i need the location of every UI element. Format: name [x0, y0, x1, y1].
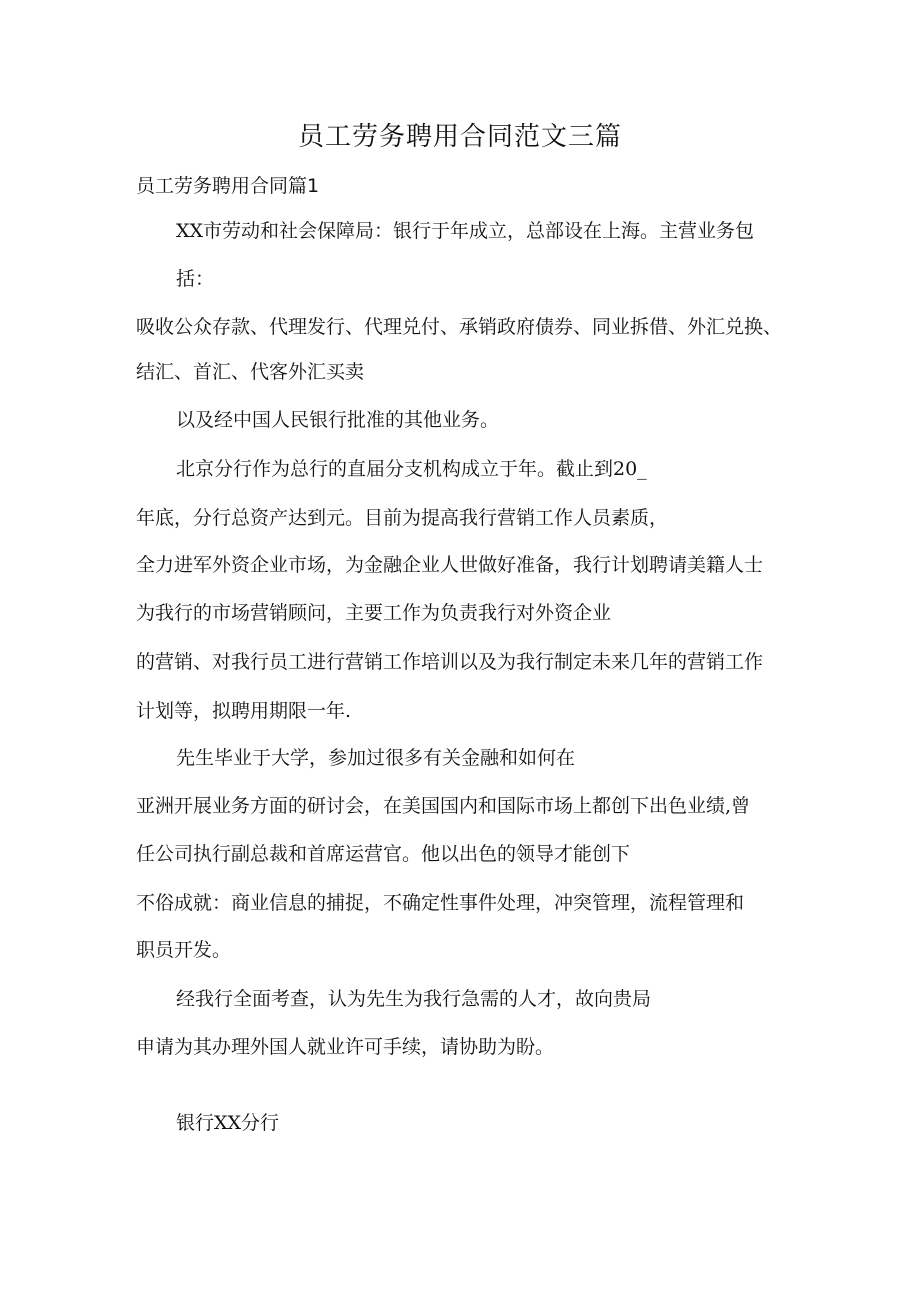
section-heading: 员工劳务聘用合同篇1 — [136, 175, 320, 197]
paragraph-line: 全力进军外资企业市场，为金融企业人世做好准备，我行计划聘请美籍人士 — [136, 554, 764, 576]
paragraph-line: 北京分行作为总行的直届分支机构成立于年。截止到20_ — [176, 458, 647, 480]
paragraph-line: 以及经中国人民银行批准的其他业务。 — [176, 409, 500, 431]
paragraph-line: XX市劳动和社会保障局：银行于年成立，总部设在上海。主营业务包 — [176, 220, 755, 242]
paragraph-line: 不俗成就：商业信息的捕捉，不确定性事件处理，冲突管理，流程管理和 — [136, 892, 745, 914]
signature-line: 银行XX分行 — [176, 1112, 280, 1134]
paragraph-line: 的营销、对我行员工进行营销工作培训以及为我行制定未来几年的营销工作 — [136, 651, 764, 673]
paragraph-line: 先生毕业于大学，参加过很多有关金融和如何在 — [176, 747, 576, 769]
paragraph-line: 为我行的市场营销顾问，主要工作为负责我行对外资企业 — [136, 602, 612, 624]
paragraph-line: 职员开发。 — [136, 939, 232, 961]
paragraph-line: 申请为其办理外国人就业许可手续，请协助为盼。 — [136, 1036, 555, 1058]
paragraph-line: 计划等，拟聘用期限一年. — [136, 700, 352, 722]
paragraph-line: 任公司执行副总裁和首席运营官。他以出色的领导才能创下 — [136, 843, 631, 865]
paragraph-line: 年底，分行总资产达到元。目前为提高我行营销工作人员素质， — [136, 507, 669, 529]
paragraph-line: 括： — [176, 268, 215, 290]
document-title: 员工劳务聘用合同范文三篇 — [297, 122, 622, 152]
paragraph-line: 经我行全面考查，认为先生为我行急需的人才，故向贵局 — [176, 988, 652, 1010]
paragraph-line: 亚洲开展业务方面的研讨会，在美国国内和国际市场上都创下出色业绩,曾 — [136, 795, 751, 817]
paragraph-line: 结汇、首汇、代客外汇买卖 — [136, 361, 365, 383]
paragraph-line: 吸收公众存款、代理发行、代理兑付、承销政府债券、同业拆借、外汇兑换、 — [136, 316, 783, 338]
